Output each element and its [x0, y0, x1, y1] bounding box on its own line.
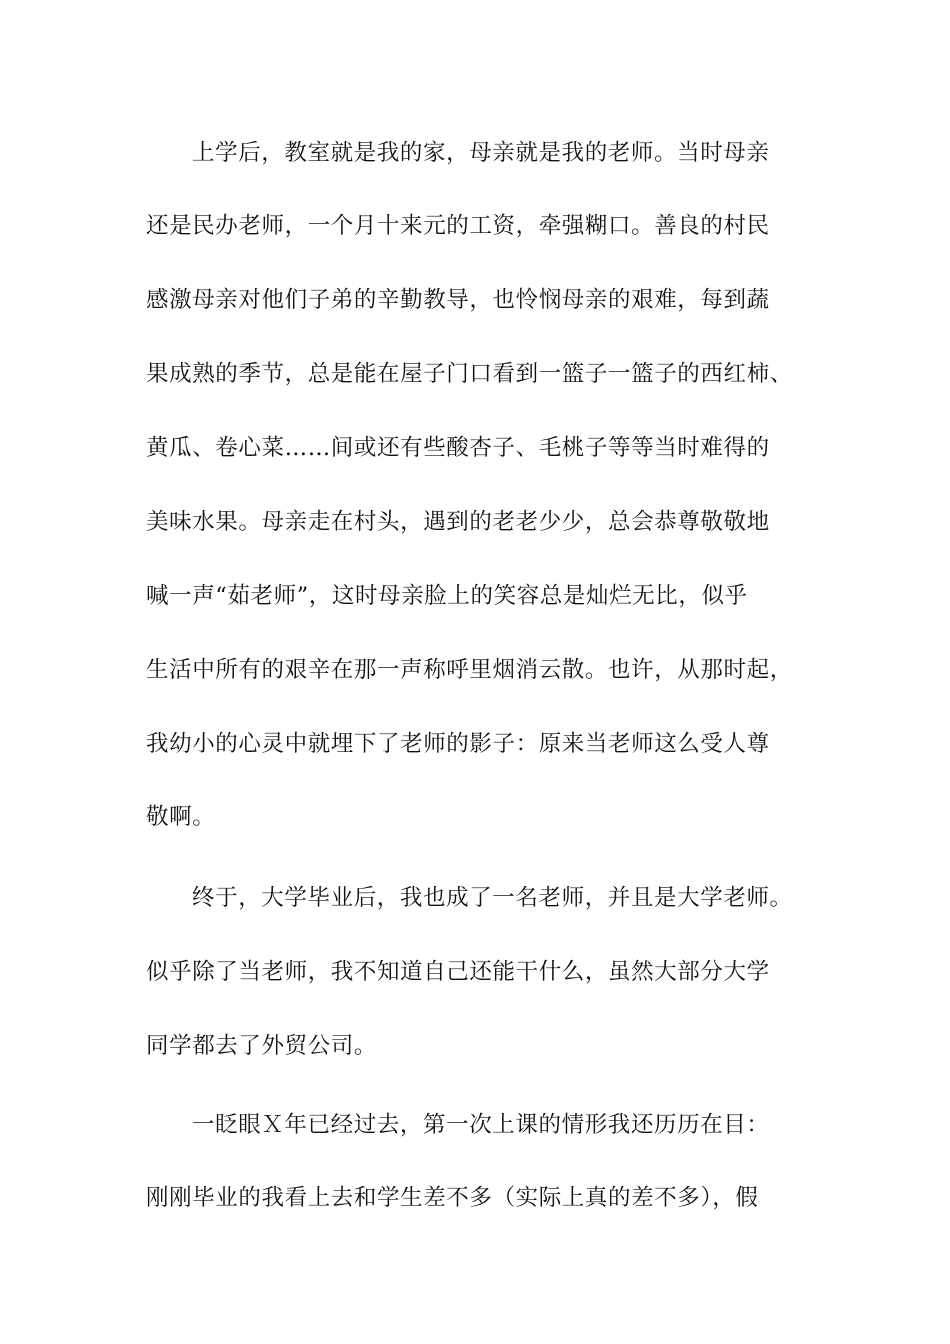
paragraph-1-line-9: 我幼小的心灵中就埋下了老师的影子：原来当老师这么受人尊 — [146, 731, 770, 757]
paragraph-1-line-4: 果成熟的季节，总是能在屋子门口看到一篮子一篮子的西红柿、 — [146, 361, 793, 387]
paragraph-1-line-5: 黄瓜、卷心菜……间或还有些酸杏子、毛桃子等等当时难得的 — [146, 435, 770, 461]
paragraph-3-line-2: 刚刚毕业的我看上去和学生差不多（实际上真的差不多），假 — [146, 1185, 759, 1211]
paragraph-3-line-1: 一眨眼Ｘ年已经过去，第一次上课的情形我还历历在目： — [192, 1112, 770, 1138]
paragraph-2-line-1: 终于，大学毕业后，我也成了一名老师，并且是大学老师。 — [192, 885, 793, 911]
paragraph-1-line-1: 上学后，教室就是我的家，母亲就是我的老师。当时母亲 — [192, 140, 770, 166]
paragraph-1-line-2: 还是民办老师，一个月十来元的工资，牵强糊口。善良的村民 — [146, 213, 770, 239]
paragraph-1-line-10: 敬啊。 — [146, 804, 216, 830]
paragraph-2-line-2: 似乎除了当老师，我不知道自己还能干什么，虽然大部分大学 — [146, 959, 770, 985]
paragraph-1-line-6: 美味水果。母亲走在村头，遇到的老老少少，总会恭尊敬敬地 — [146, 509, 770, 535]
paragraph-1-line-3: 感激母亲对他们子弟的辛勤教导，也怜悯母亲的艰难，每到蔬 — [146, 287, 770, 313]
paragraph-1-line-8: 生活中所有的艰辛在那一声称呼里烟消云散。也许，从那时起， — [146, 657, 793, 683]
paragraph-1-line-7: 喊一声“茹老师”，这时母亲脸上的笑容总是灿烂无比，似乎 — [146, 583, 748, 609]
paragraph-2-line-3: 同学都去了外贸公司。 — [146, 1033, 378, 1059]
